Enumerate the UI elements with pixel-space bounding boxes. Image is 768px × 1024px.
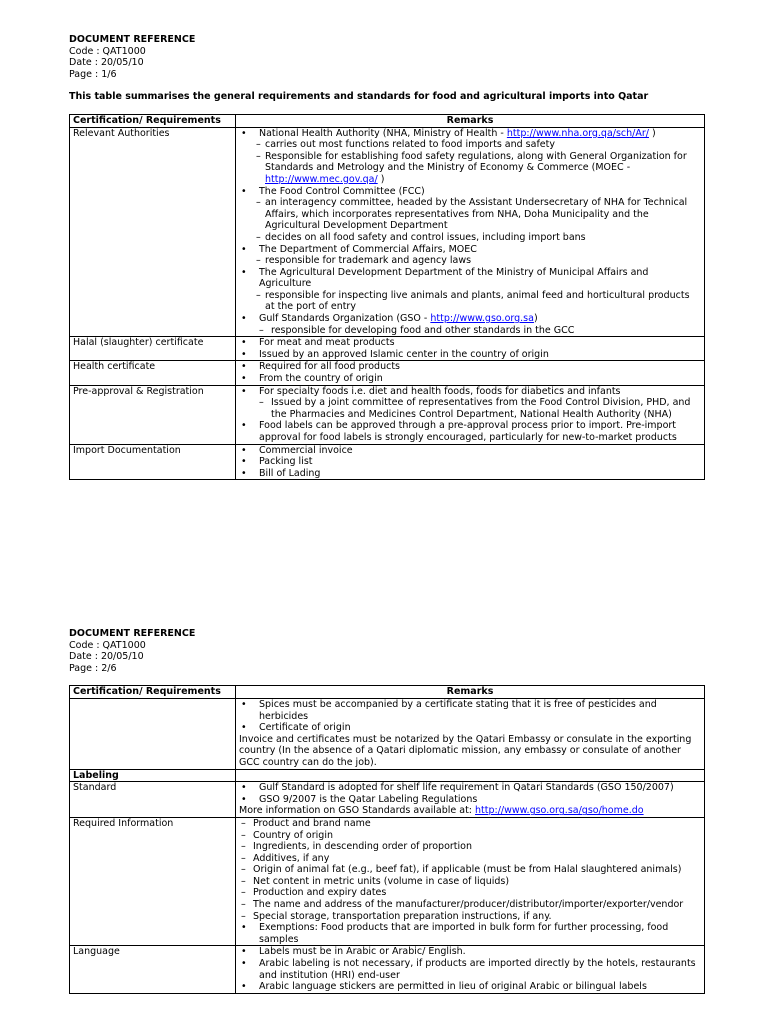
row-remarks <box>236 361 705 385</box>
list-item: • Packing list <box>239 456 701 468</box>
list-item: • The Food Control Committee (FCC) <box>239 186 701 198</box>
table-row <box>70 946 705 993</box>
table-header-row <box>70 114 705 127</box>
row-label: Standard <box>70 782 236 818</box>
row-remarks <box>236 817 705 946</box>
list-item: – carries out most functions related to food imports and safety <box>239 139 701 151</box>
row-remarks <box>236 127 705 337</box>
list-item: – Net content in metric units (volume in case of liquids) <box>239 876 701 888</box>
document-header <box>69 34 705 80</box>
row-label: Import Documentation <box>70 444 236 480</box>
list-item: – The name and address of the manufacturer/producer/distributor/importer/exporter/vendor <box>239 899 701 911</box>
list-item: – Ingredients, in descending order of proportion <box>239 841 701 853</box>
list-item: • Bill of Lading <box>239 468 701 480</box>
column-header-remarks: Remarks <box>236 114 705 127</box>
list-item: – Production and expiry dates <box>239 887 701 899</box>
gso-standards-link[interactable]: http://www.gso.org.sa/gso/home.do <box>475 805 644 817</box>
table-row <box>70 817 705 946</box>
row-label: Relevant Authorities <box>70 127 236 337</box>
list-item: – responsible for developing food and other standards in the GCC <box>239 325 701 337</box>
list-item: • From the country of origin <box>239 373 701 385</box>
requirements-table-continued <box>69 685 705 993</box>
document-reference-label: DOCUMENT REFERENCE <box>69 34 196 45</box>
document-code: Code : QAT1000 <box>69 639 146 651</box>
list-item: – an interagency committee, headed by the Assistant Undersecretary of NHA for Technical Affairs, which incorporates representatives from NHA, Doha Municipality and the Agricultural Development Department <box>239 197 701 232</box>
list-item: – Special storage, transportation preparation instructions, if any. <box>239 911 701 923</box>
table-header-row <box>70 686 705 699</box>
row-label: Halal (slaughter) certificate <box>70 337 236 361</box>
table-row <box>70 385 705 444</box>
table-row <box>70 444 705 480</box>
page-2 <box>69 628 705 994</box>
table-row <box>70 127 705 337</box>
list-item: – Issued by a joint committee of representatives from the Food Control Division, PHD, and the Pharmacies and Medicines Control Department, National Health Authority (NHA) <box>239 397 701 420</box>
row-label: Language <box>70 946 236 993</box>
document-page: Page : 2/6 <box>69 662 117 674</box>
list-item: • Gulf Standard is adopted for shelf life requirement in Qatari Standards (GSO 150/2007) <box>239 782 701 794</box>
list-item: • Issued by an approved Islamic center in the country of origin <box>239 349 701 361</box>
list-item: • Labels must be in Arabic or Arabic/ English. <box>239 946 701 958</box>
list-item: • The Department of Commercial Affairs, MOEC <box>239 244 701 256</box>
row-label: Health certificate <box>70 361 236 385</box>
document-date: Date : 20/05/10 <box>69 651 144 663</box>
list-item: • Arabic labeling is not necessary, if products are imported directly by the hotels, restaurants and institution (HRI) end-user <box>239 958 701 981</box>
paragraph: More information on GSO Standards available at: http://www.gso.org.sa/gso/home.do <box>239 805 644 817</box>
list-item: • Required for all food products <box>239 361 701 373</box>
list-item: – Origin of animal fat (e.g., beef fat), if applicable (must be from Halal slaughtered animals) <box>239 864 701 876</box>
list-item: • Certificate of origin <box>239 722 701 734</box>
nha-link[interactable]: http://www.nha.org.qa/sch/Ar/ <box>506 127 649 139</box>
list-item: – Product and brand name <box>239 818 701 830</box>
section-row <box>70 769 705 782</box>
list-item: • Gulf Standards Organization (GSO - http://www.gso.org.sa) <box>239 313 701 325</box>
list-item: • Spices must be accompanied by a certificate stating that it is free of pesticides and herbicides <box>239 699 701 722</box>
table-row <box>70 698 705 769</box>
requirements-table <box>69 114 705 480</box>
document-reference-label: DOCUMENT REFERENCE <box>69 628 196 639</box>
list-item: • Exemptions: Food products that are imported in bulk form for further processing, food samples <box>239 922 701 945</box>
table-row <box>70 361 705 385</box>
row-remarks <box>236 946 705 993</box>
table-row <box>70 782 705 818</box>
row-remarks <box>236 782 705 818</box>
row-label: Pre-approval & Registration <box>70 385 236 444</box>
row-label <box>70 698 236 769</box>
list-item: • Arabic language stickers are permitted in lieu of original Arabic or bilingual labels <box>239 981 701 993</box>
list-item: • GSO 9/2007 is the Qatar Labeling Regulations <box>239 794 701 806</box>
row-remarks <box>236 444 705 480</box>
list-item: – Country of origin <box>239 830 701 842</box>
row-remarks <box>236 698 705 769</box>
list-item: • For specialty foods i.e. diet and health foods, foods for diabetics and infants <box>239 386 701 398</box>
document-code: Code : QAT1000 <box>69 45 146 57</box>
row-label: Required Information <box>70 817 236 946</box>
page-1 <box>69 34 705 480</box>
list-item: • The Agricultural Development Department of the Ministry of Municipal Affairs and Agriculture <box>239 267 701 290</box>
document-header <box>69 628 705 674</box>
list-item: – responsible for inspecting live animals and plants, animal feed and horticultural products at the port of entry <box>239 290 701 313</box>
section-heading-labeling: Labeling <box>70 769 236 782</box>
column-header-requirements: Certification/ Requirements <box>70 686 236 699</box>
gso-link[interactable]: http://www.gso.org.sa <box>430 313 534 325</box>
list-item: • Food labels can be approved through a pre-approval process prior to import. Pre-import approval for food labels is strongly encouraged, particularly for new-to-market products <box>239 420 701 443</box>
list-item: – Responsible for establishing food safety regulations, along with General Organization for Standards and Metrology and the Ministry of Economy & Commerce (MOEC - http://www.mec.gov.qa/ ) <box>239 151 701 186</box>
moec-link[interactable]: http://www.mec.gov.qa/ <box>265 173 378 185</box>
document-date: Date : 20/05/10 <box>69 57 144 69</box>
paragraph: Invoice and certificates must be notarized by the Qatari Embassy or consulate in the exporting country (In the absence of a Qatari diplomatic mission, any embassy or consulate of another GCC country can do the job). <box>239 733 692 768</box>
list-item: – responsible for trademark and agency laws <box>239 255 701 267</box>
document-page: Page : 1/6 <box>69 68 117 80</box>
intro-text: This table summarises the general requirements and standards for food and agricultural imports into Qatar <box>69 91 649 103</box>
row-remarks <box>236 385 705 444</box>
list-item: • National Health Authority (NHA, Ministry of Health - http://www.nha.org.qa/sch/Ar/ ) <box>239 128 701 140</box>
list-item: • Commercial invoice <box>239 445 701 457</box>
row-remarks <box>236 769 705 782</box>
list-item: – decides on all food safety and control issues, including import bans <box>239 232 701 244</box>
list-item: – Additives, if any <box>239 853 701 865</box>
table-row <box>70 337 705 361</box>
column-header-remarks: Remarks <box>236 686 705 699</box>
list-item: • For meat and meat products <box>239 337 701 349</box>
column-header-requirements: Certification/ Requirements <box>70 114 236 127</box>
row-remarks <box>236 337 705 361</box>
